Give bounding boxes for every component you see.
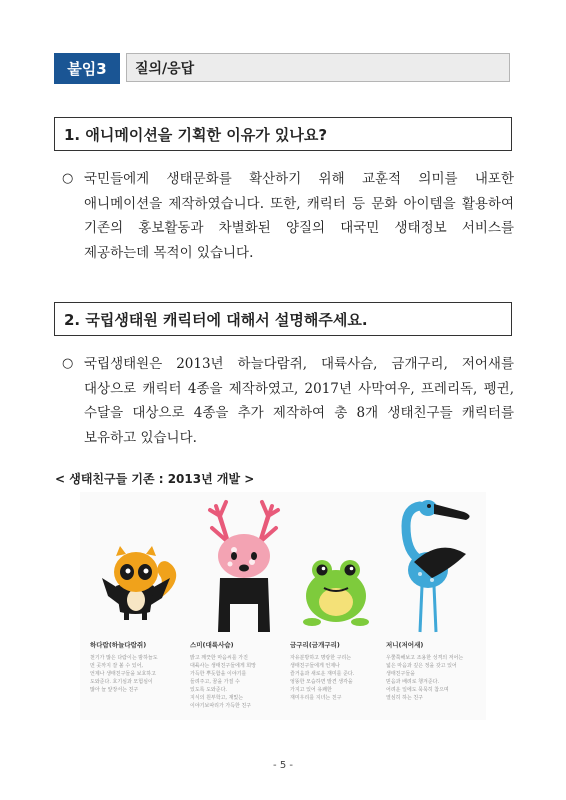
character-name: 금구리(금개구리) bbox=[290, 641, 340, 649]
character-desc-line: 열심히 하는 친구 bbox=[386, 695, 423, 701]
page-number: - 5 - bbox=[273, 760, 293, 771]
character-card-spoonbill bbox=[386, 640, 482, 702]
answer-1 bbox=[62, 167, 514, 265]
character-card-squirrel bbox=[90, 640, 186, 694]
character-name: 하다람(하늘다람쥐) bbox=[90, 641, 147, 649]
character-desc-line: 대륙사는 생태친구들에게 희망 bbox=[190, 663, 256, 669]
character-desc-line: 언제나 생태친구들을 보호하고 bbox=[90, 671, 156, 677]
deer-character bbox=[210, 502, 278, 632]
character-desc-line: 즐거움과 새로운 재미를 준다. bbox=[290, 671, 355, 677]
character-desc-line: 많아 늘 앞장서는 친구 bbox=[90, 687, 139, 693]
character-desc-line: 들려주고, 꿈을 가질 수 bbox=[190, 679, 240, 685]
character-desc-line: 있도록 도와준다. bbox=[190, 687, 227, 693]
character-desc-line: 가지고 있어 유쾌한 bbox=[290, 687, 332, 693]
flying-squirrel-character bbox=[102, 546, 176, 620]
answer-2 bbox=[62, 352, 514, 450]
character-desc-line: 먼 곳까지 잘 볼 수 있어, bbox=[90, 663, 144, 669]
character-desc-line: 가득한 뿌듯함을 이야기를 bbox=[190, 671, 247, 677]
characters-artwork bbox=[80, 492, 486, 640]
character-desc-line: 자유분방하고 명랑한 구리는 bbox=[290, 655, 352, 661]
character-desc-line: 넓은 마음과 깊은 정을 갖고 있어 bbox=[386, 663, 457, 669]
character-name: 저니(저어새) bbox=[386, 641, 424, 649]
character-desc-line: 엉뚱한 모습하면 발견 생각을 bbox=[290, 679, 353, 685]
character-desc-line: 밝고 깨끗한 마음씨를 가진 bbox=[190, 655, 248, 661]
bullet-icon: ○ bbox=[62, 356, 74, 371]
answer-1-text: 국민들에게 생태문화를 확산하기 위해 교훈적 의미를 내포한 애니메이션을 제작하였습니다. 또한, 캐릭터 등 문화 아이템을 활용하여 기존의 홍보활동과 차별화된 양질의 대국민 생태정보 서비스를 제공하는데 목적이 있습니다. bbox=[84, 171, 514, 261]
frog-character bbox=[303, 560, 369, 626]
spoonbill-character bbox=[406, 500, 470, 632]
character-name: 스미(대륙사슴) bbox=[190, 641, 234, 649]
answer-2-text: 국립생태원은 2013년 하늘다람쥐, 대륙사슴, 금개구리, 저어새를 대상으로 캐릭터 4종을 제작하였고, 2017년 사막여우, 프레리독, 펭귄, 수달을 대상으로 4종을 추가 제작하여 총 8개 생태친구들 캐릭터를 보유하고 있습니다. bbox=[84, 356, 514, 446]
character-desc-line: 어려운 일에도 묵묵히 참으며 bbox=[386, 687, 449, 693]
bullet-icon: ○ bbox=[62, 171, 74, 186]
character-desc-line: 생태친구들을 bbox=[386, 671, 415, 677]
character-desc-line: 이야기보따리가 가득한 친구 bbox=[190, 703, 252, 709]
character-desc-line: 도와준다. 호기심과 모험심이 bbox=[90, 679, 153, 685]
character-card-deer bbox=[190, 640, 286, 710]
character-card-frog bbox=[290, 640, 386, 702]
character-desc-line: 천기가 많은 다람이는 밤하늘도 bbox=[90, 655, 158, 661]
section-title: 질의/응답 bbox=[126, 53, 510, 82]
character-desc-line: 생태친구들에게 언제나 bbox=[290, 663, 340, 669]
character-desc-line: 믿음과 배려로 챙겨준다. bbox=[386, 679, 440, 685]
figure-caption: < 생태친구들 기존 : 2013년 개발 > bbox=[55, 472, 255, 486]
question-1-title: 1. 애니메이션을 기획한 이유가 있나요? bbox=[54, 117, 512, 151]
appendix-tag: 붙임3 bbox=[54, 53, 120, 84]
section-header bbox=[54, 53, 512, 85]
character-desc-line: 재미우리를 지녀는 친구 bbox=[290, 695, 342, 701]
character-desc-line: 우쭐쭉해보고 조용한 성격의 저어는 bbox=[386, 655, 464, 661]
character-desc-line: 지식의 원부학고, 재밌는 bbox=[190, 695, 244, 701]
character-illustration bbox=[80, 492, 486, 720]
question-2-title: 2. 국립생태원 캐릭터에 대해서 설명해주세요. bbox=[54, 302, 512, 336]
